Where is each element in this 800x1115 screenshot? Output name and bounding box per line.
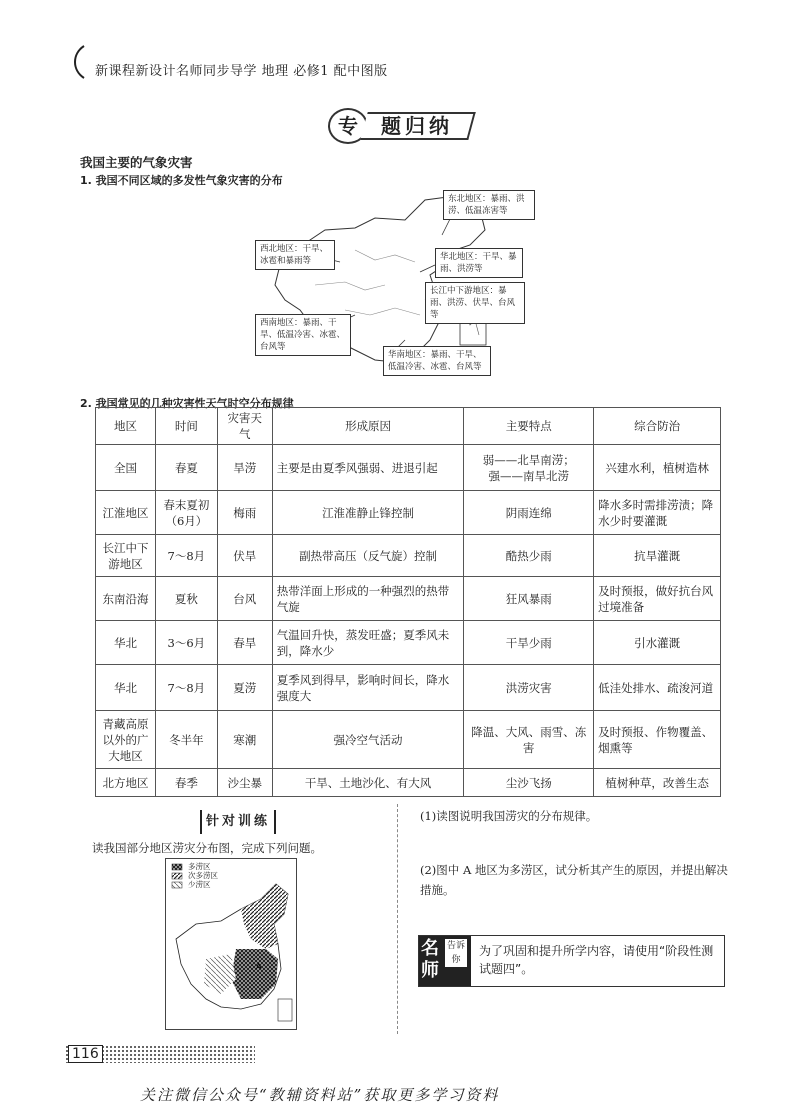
table-cell: 洪涝灾害 [464,665,594,711]
table-cell: 引水灌溉 [594,621,721,665]
table-cell: 兴建水利，植树造林 [594,445,721,491]
table-cell: 低洼处排水、疏浚河道 [594,665,721,711]
table-cell: 旱涝 [217,445,272,491]
table-row [96,711,721,769]
teacher-tip-box [418,935,725,987]
legend-item: 次多涝区 [188,871,218,880]
table-cell: 弱——北旱南涝； 强——南旱北涝 [464,445,594,491]
table-cell: 3～6月 [155,621,217,665]
callout-yangtze: 长江中下游地区：暴雨、洪涝、伏旱、台风等 [425,282,525,324]
table-header-cell: 综合防治 [594,408,721,445]
map-label-a: A [256,962,262,971]
table-cell: 全国 [96,445,156,491]
table-cell: 寒潮 [217,711,272,769]
table-cell: 酷热少雨 [464,535,594,577]
table-cell: 夏秋 [155,577,217,621]
table-cell: 主要是由夏季风强弱、进退引起 [272,445,464,491]
table-cell: 7～8月 [155,535,217,577]
table-cell: 江淮准静止锋控制 [272,491,464,535]
table-header-cell: 时间 [155,408,217,445]
table-row [96,491,721,535]
table-cell: 降水多时需排涝渍；降水少时要灌溉 [594,491,721,535]
table-cell: 冬半年 [155,711,217,769]
banner-first-char: 专 [328,108,368,144]
topic-banner [328,108,478,144]
flood-map-figure [166,859,296,1029]
table-cell: 植树种草，改善生态 [594,769,721,797]
table-cell: 东南沿海 [96,577,156,621]
question-2: (2)图中 A 地区为多涝区，试分析其产生的原因，并提出解决措施。 [420,863,728,897]
table-cell: 7～8月 [155,665,217,711]
training-title: 针对训练 [200,810,276,834]
legend-item: 少涝区 [188,880,211,889]
table-header-cell: 形成原因 [272,408,464,445]
table-cell: 降温、大风、雨雪、冻害 [464,711,594,769]
table-cell: 热带洋面上形成的一种强烈的热带气旋 [272,577,464,621]
table-cell: 春季 [155,769,217,797]
table-cell: 春末夏初（6月） [155,491,217,535]
table-cell: 尘沙飞扬 [464,769,594,797]
teacher-badge-big: 名师 [421,938,439,981]
section-title: 我国主要的气象灾害 [80,155,193,170]
legend-item: 多涝区 [188,862,211,871]
table-cell: 长江中下游地区 [96,535,156,577]
page-header: 新课程新设计名师同步导学 地理 必修1 配中图版 [95,64,388,79]
table-cell: 江淮地区 [96,491,156,535]
training-intro: 读我国部分地区涝灾分布图，完成下列问题。 [92,841,322,855]
table-cell: 夏季风到得早，影响时间长，降水强度大 [272,665,464,711]
table-cell: 沙尘暴 [217,769,272,797]
banner-title: 题归纳 [381,114,453,138]
page-number: 116 [68,1045,103,1063]
table-cell: 华北 [96,665,156,711]
table-cell: 及时预报，做好抗台风过境准备 [594,577,721,621]
table-cell: 干旱少雨 [464,621,594,665]
table-row [96,621,721,665]
teacher-tip-message: 为了巩固和提升所学内容，请使用“阶段性测试题四”。 [479,944,714,976]
table-cell: 狂风暴雨 [464,577,594,621]
table-cell: 干旱、土地沙化、有大风 [272,769,464,797]
table-row [96,577,721,621]
table-row [96,535,721,577]
table-header-cell: 主要特点 [464,408,594,445]
china-disaster-map [255,190,540,380]
table-cell: 抗旱灌溉 [594,535,721,577]
table-cell: 北方地区 [96,769,156,797]
disaster-table [95,407,721,797]
table-header-cell: 地区 [96,408,156,445]
column-divider [397,804,398,1034]
callout-north: 华北地区：干旱、暴雨、洪涝等 [435,248,523,278]
table-cell: 伏旱 [217,535,272,577]
callout-northeast: 东北地区：暴雨、洪涝、低温冻害等 [443,190,535,220]
table-cell: 气温回升快，蒸发旺盛；夏季风未到，降水少 [272,621,464,665]
table-cell: 夏涝 [217,665,272,711]
table-cell: 梅雨 [217,491,272,535]
table-cell: 华北 [96,621,156,665]
table-header-row [96,408,721,445]
header-bracket-icon [70,44,88,80]
subsection-2-title: 2. 我国常见的几种灾害性天气时空分布规律 [80,397,294,410]
footer-note: 关注微信公众号“教辅资料站”获取更多学习资料 [140,1086,500,1104]
table-row [96,769,721,797]
table-cell: 青藏高原以外的广大地区 [96,711,156,769]
callout-south: 华南地区：暴雨、干旱、低温冷害、冰雹、台风等 [383,346,491,376]
table-header-cell: 灾害天气 [217,408,272,445]
flood-map [165,858,297,1030]
teacher-badge [419,936,471,986]
table-cell: 春夏 [155,445,217,491]
question-1: (1)读图说明我国涝灾的分布规律。 [420,809,598,823]
table-cell: 及时预报、作物覆盖、烟熏等 [594,711,721,769]
teacher-badge-small: 告诉你 [446,941,465,965]
table-cell: 台风 [217,577,272,621]
table-cell: 阴雨连绵 [464,491,594,535]
table-cell: 强冷空气活动 [272,711,464,769]
table-row [96,665,721,711]
table-cell: 副热带高压（反气旋）控制 [272,535,464,577]
subsection-1-title: 1. 我国不同区域的多发性气象灾害的分布 [80,174,283,187]
table-row [96,445,721,491]
callout-northwest: 西北地区：干旱、冰雹和暴雨等 [255,240,335,270]
table-cell: 春旱 [217,621,272,665]
callout-southwest: 西南地区：暴雨、干旱、低温冷害、冰雹、台风等 [255,314,351,356]
